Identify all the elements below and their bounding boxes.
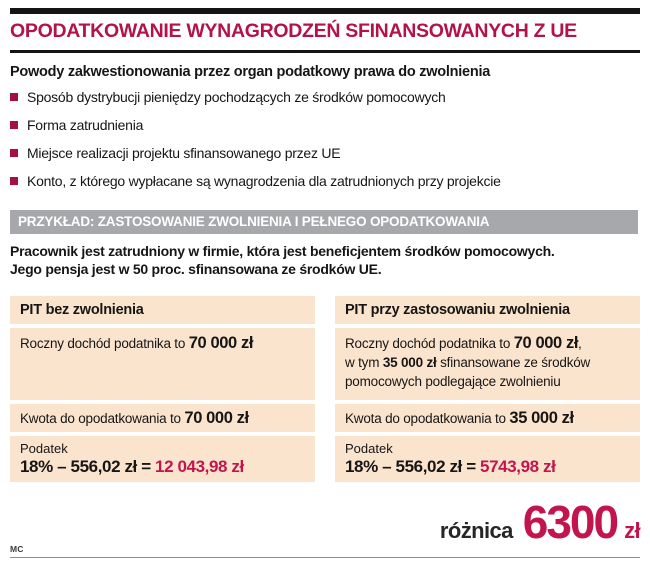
example-intro bbox=[10, 242, 644, 278]
right-tax-formula-row bbox=[345, 456, 630, 477]
comparison-table bbox=[10, 296, 640, 482]
list-item-label: Forma zatrudnienia bbox=[27, 117, 144, 133]
left-tax-formula: 18% – 556,02 zł = bbox=[20, 457, 156, 476]
reasons-list bbox=[10, 88, 644, 200]
square-bullet-icon bbox=[10, 93, 18, 101]
list-item-label: Miejsce realizacji projektu sfinansowanego przez UE bbox=[27, 145, 341, 161]
author-credit: MC bbox=[10, 544, 24, 554]
left-column-heading: PIT bez zwolnienia bbox=[10, 296, 315, 324]
example-banner-label: PRZYKŁAD: ZASTOSOWANIE ZWOLNIENIA I PEŁNEGO OPODATKOWANIA bbox=[18, 214, 490, 229]
right-column-heading: PIT przy zastosowaniu zwolnienia bbox=[335, 296, 640, 324]
square-bullet-icon bbox=[10, 121, 18, 129]
list-item-label: Sposób dystrybucji pieniędzy pochodzących ze środków pomocowych bbox=[27, 89, 446, 105]
square-bullet-icon bbox=[10, 177, 18, 185]
difference-summary bbox=[439, 496, 640, 548]
left-tax-cell bbox=[10, 436, 315, 482]
right-base-prefix: Kwota do opodatkowania to bbox=[345, 411, 510, 426]
right-income-line2-suffix: sfinansowane ze środków bbox=[436, 355, 591, 370]
right-base-cell bbox=[335, 404, 640, 432]
left-base-amount: 70 000 zł bbox=[184, 409, 249, 427]
square-bullet-icon bbox=[10, 149, 18, 157]
right-income-cell: Roczny dochód podatnika to 70 000 zł, w tym 35 000 zł sfinansowane ze środków pomocowych podlegające zwolnieniu bbox=[335, 328, 640, 400]
left-income-prefix: Roczny dochód podatnika to bbox=[20, 336, 189, 351]
difference-label: różnica bbox=[439, 518, 513, 543]
right-income-line2-amount: 35 000 zł bbox=[382, 355, 437, 370]
right-base-amount: 35 000 zł bbox=[509, 409, 574, 427]
example-intro-line-1: Pracownik jest zatrudniony w firmie, która jest beneficjentem środków pomocowych. bbox=[10, 243, 555, 259]
left-base-prefix: Kwota do opodatkowania to bbox=[20, 411, 185, 426]
list-item bbox=[10, 144, 644, 162]
left-income-amount: 70 000 zł bbox=[188, 334, 254, 352]
page-title: OPODATKOWANIE WYNAGRODZEŃ SFINANSOWANYCH Z UE bbox=[10, 20, 577, 42]
left-tax-result: 12 043,98 zł bbox=[155, 457, 244, 476]
right-income-line2-prefix: w tym bbox=[345, 355, 383, 370]
list-item bbox=[10, 88, 644, 106]
example-banner bbox=[10, 210, 638, 234]
right-income-amount: 70 000 zł bbox=[513, 334, 579, 352]
title-underline-rule bbox=[10, 50, 640, 53]
difference-value: 6300 bbox=[522, 496, 618, 548]
right-tax-cell bbox=[335, 436, 640, 482]
bottom-rule bbox=[10, 557, 640, 558]
example-intro-line-2: Jego pensja jest w 50 proc. sfinansowana ze środków UE. bbox=[10, 261, 382, 277]
right-income-line3: pomocowych podlegające zwolnieniu bbox=[345, 374, 561, 389]
right-income-prefix: Roczny dochód podatnika to bbox=[345, 336, 514, 351]
left-base-cell bbox=[10, 404, 315, 432]
top-rule bbox=[10, 8, 640, 14]
right-tax-formula: 18% – 556,02 zł = bbox=[345, 457, 481, 476]
list-item bbox=[10, 116, 644, 134]
comparison-column-left bbox=[10, 296, 315, 482]
left-tax-formula-row bbox=[20, 456, 305, 477]
comparison-column-right bbox=[335, 296, 640, 482]
left-income-cell bbox=[10, 328, 315, 400]
right-tax-label: Podatek bbox=[345, 441, 393, 456]
list-item-label: Konto, z którego wypłacane są wynagrodzenia dla zatrudnionych przy projekcie bbox=[27, 173, 501, 189]
reasons-lead: Powody zakwestionowania przez organ podatkowy prawa do zwolnienia bbox=[10, 64, 491, 80]
left-tax-label: Podatek bbox=[20, 441, 68, 456]
right-tax-result: 5743,98 zł bbox=[480, 457, 556, 476]
difference-unit: zł bbox=[624, 518, 640, 543]
list-item bbox=[10, 172, 644, 190]
